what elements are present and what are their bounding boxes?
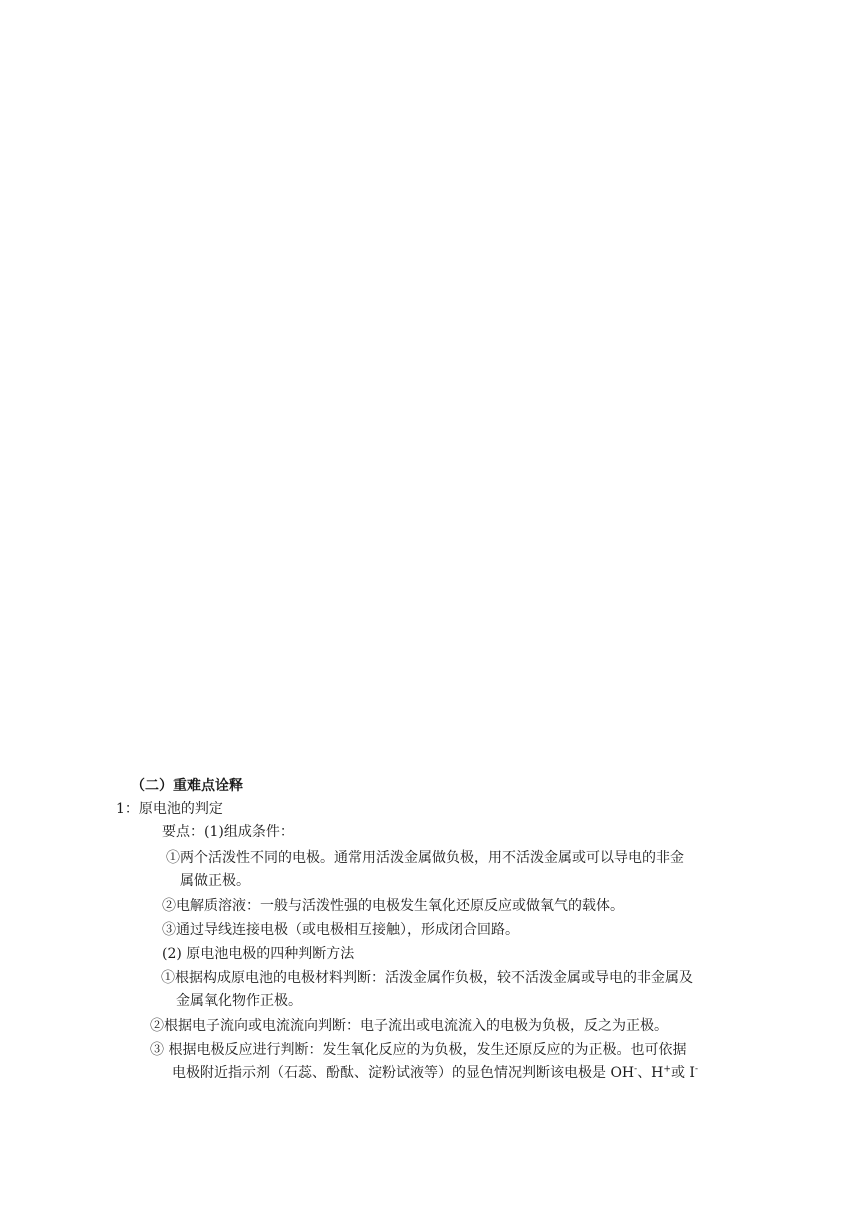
method-3-line-2 [172, 1063, 698, 1083]
superscript-i-charge: - [694, 1064, 698, 1075]
method-3-line-2-prefix: 电极附近指示剂（石蕊、酚酞、淀粉试液等）的显色情况判断该电极是 OH [172, 1065, 635, 1081]
condition-1-line-2: 属做正极。 [180, 873, 250, 889]
methods-title: (2) 原电池电极的四种判断方法 [162, 946, 355, 962]
condition-2: ②电解质溶液：一般与活泼性强的电极发生氧化还原反应或做氧气的载体。 [162, 898, 624, 914]
condition-1-line-1: ①两个活泼性不同的电极。通常用活泼金属做负极，用不活泼金属或可以导电的非金 [166, 850, 684, 866]
section-title: （二）重难点诠释 [131, 778, 243, 794]
superscript-oh-charge: - [634, 1064, 638, 1075]
method-3-line-2-i: 或 I [670, 1065, 695, 1081]
condition-3: ③通过导线连接电极（或电极相互接触），形成闭合回路。 [162, 922, 519, 938]
heading-primary-cell-determination: 1：原电池的判定 [116, 801, 223, 817]
method-1-line-1: ①根据构成原电池的电极材料判断：活泼金属作负极，较不活泼金属或导电的非金属及 [161, 970, 693, 986]
method-1-line-2: 金属氧化物作正极。 [176, 993, 302, 1009]
superscript-h-charge: + [663, 1064, 671, 1075]
method-2: ②根据电子流向或电流流向判断：电子流出或电流流入的电极为负极，反之为正极。 [150, 1018, 668, 1034]
method-3-line-2-h: 、H [637, 1065, 664, 1081]
method-3-line-1: ③ 根据电极反应进行判断：发生氧化反应的为负极，发生还原反应的为正极。也可依据 [150, 1042, 687, 1058]
key-point-composition-conditions: 要点：(1)组成条件： [162, 824, 294, 840]
